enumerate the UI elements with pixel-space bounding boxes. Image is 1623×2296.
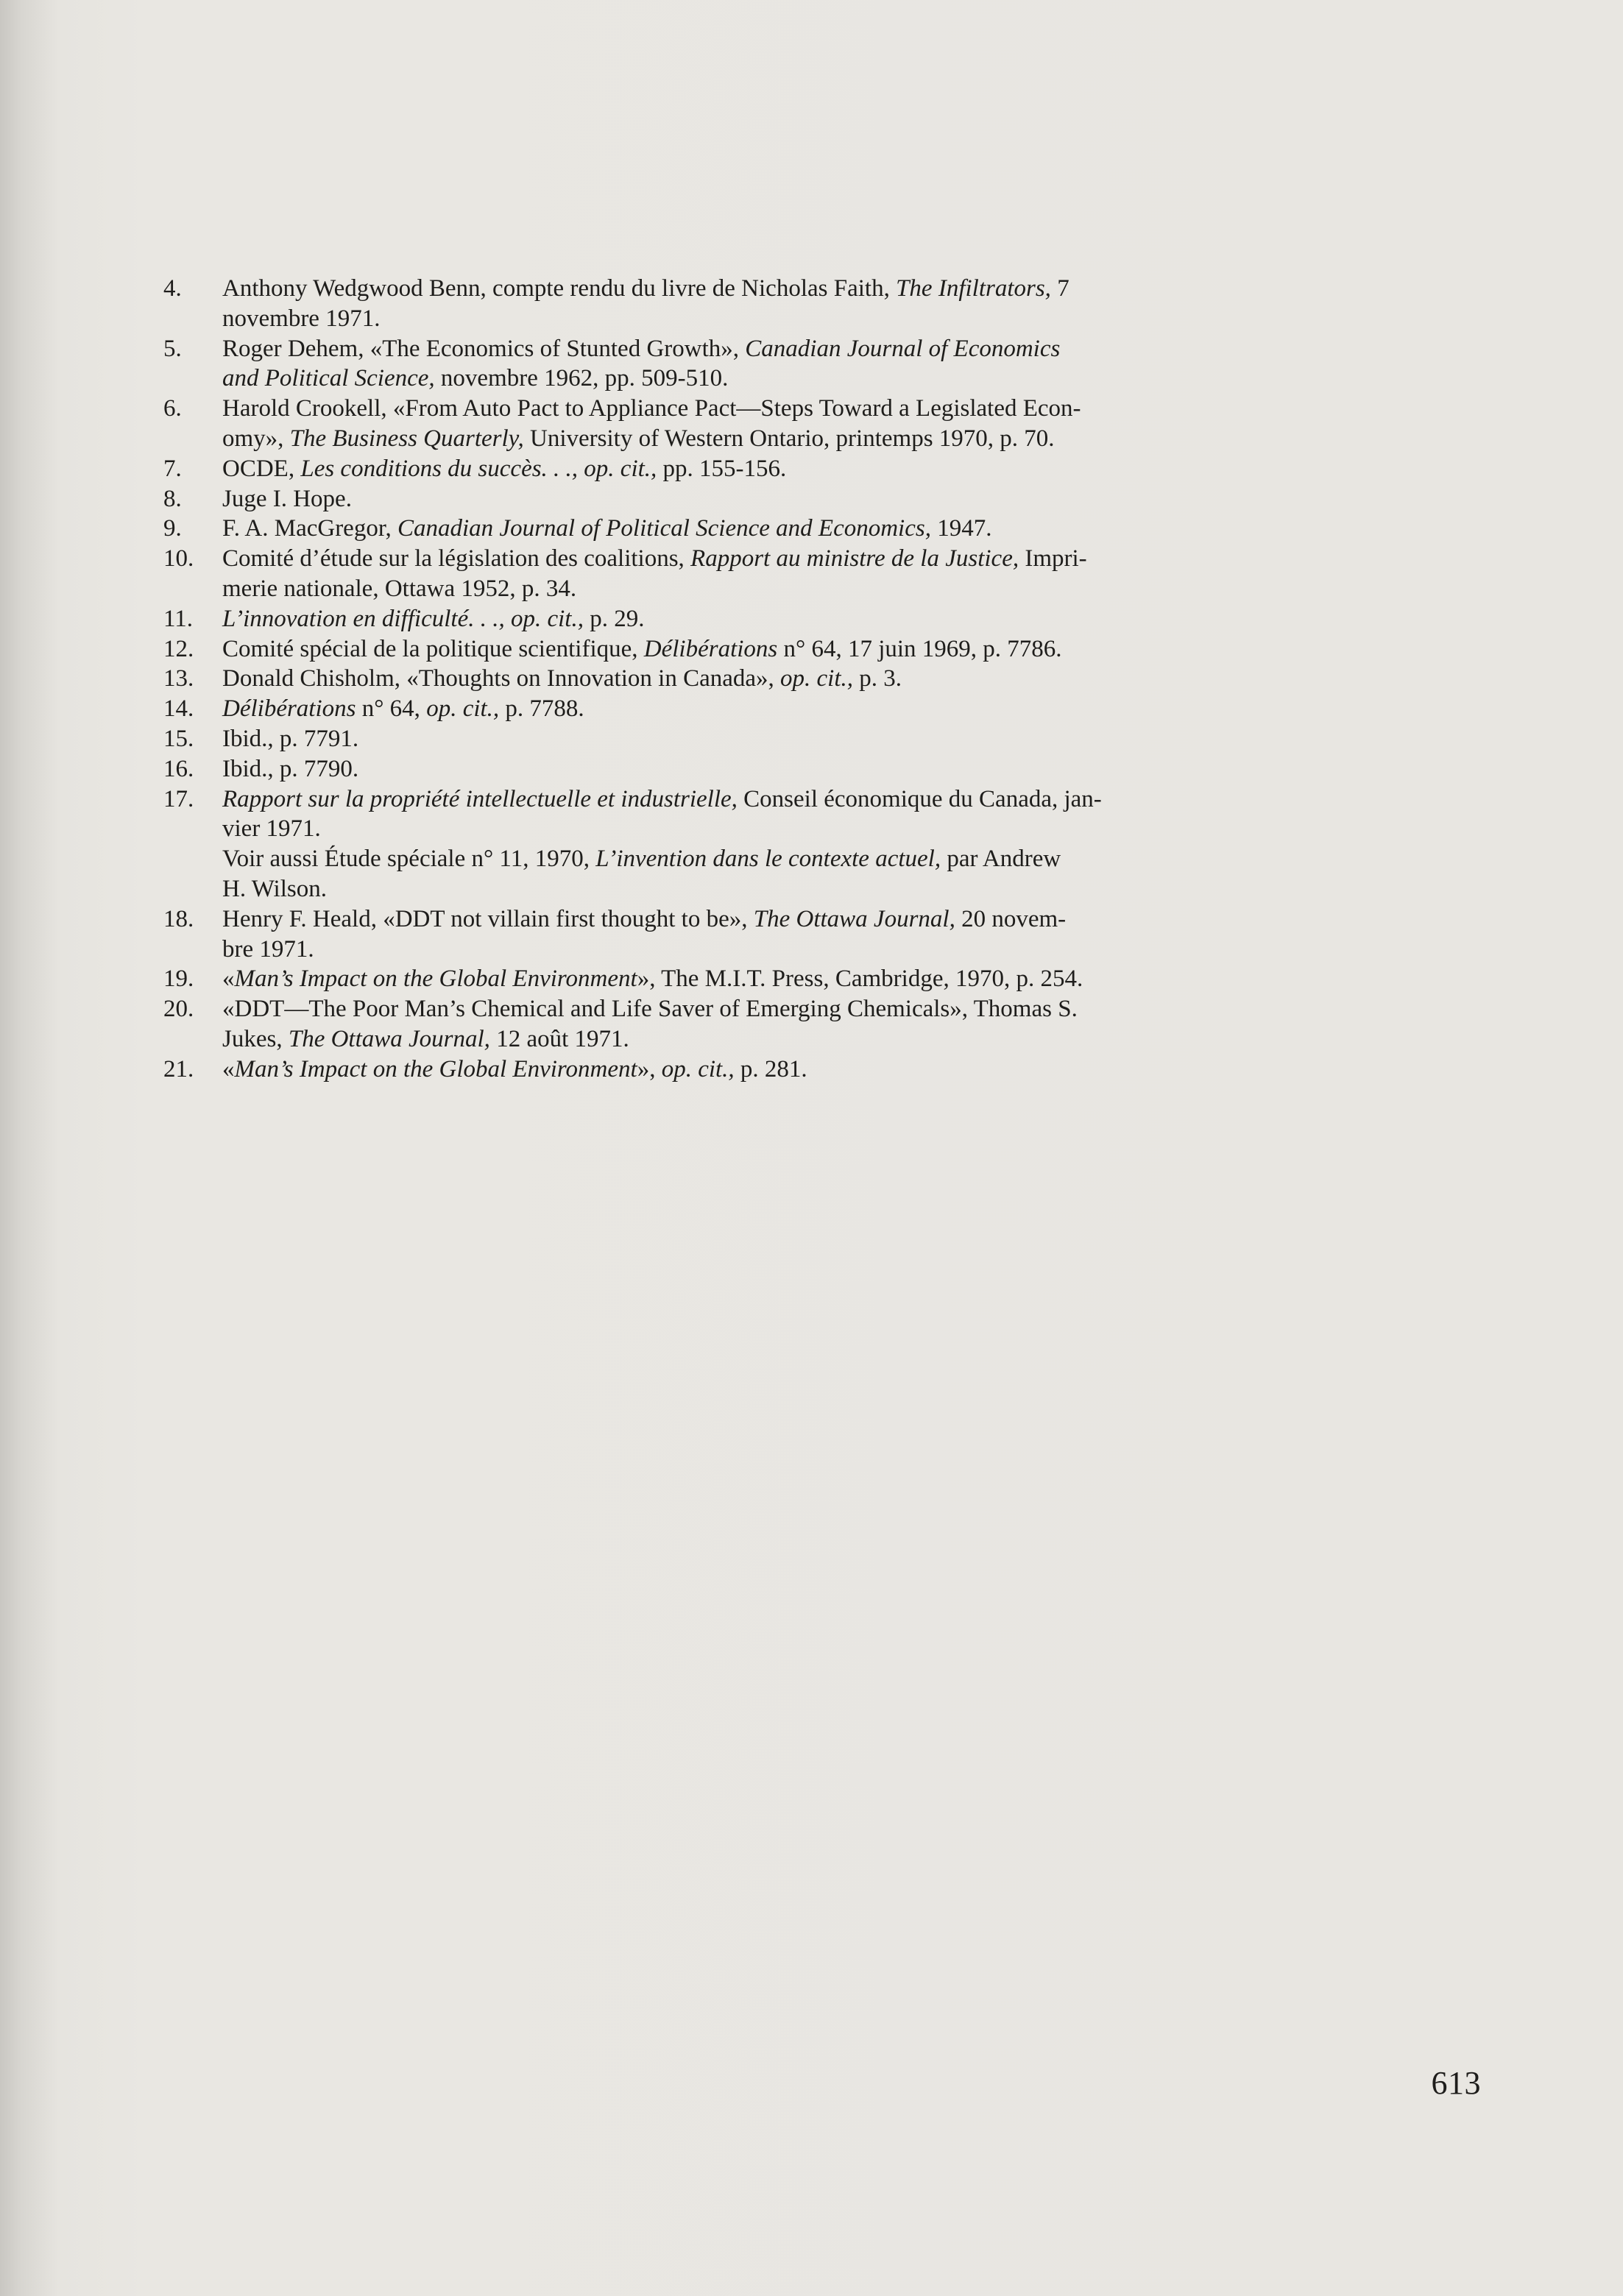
footnote-line: Jukes, The Ottawa Journal, 12 août 1971. (222, 1025, 629, 1052)
footnote-item (163, 394, 1320, 454)
footnote-line: Comité spécial de la politique scientifique, Délibérations n° 64, 17 juin 1969, p. 7786. (222, 635, 1062, 662)
footnote-line: Ibid., p. 7790. (222, 755, 359, 782)
footnote-text (222, 904, 1320, 965)
footnote-line: «Man’s Impact on the Global Environment», The M.I.T. Press, Cambridge, 1970, p. 254. (222, 965, 1083, 993)
footnote-line: Henry F. Heald, «DDT not villain first thought to be», The Ottawa Journal, 20 novem- (222, 905, 1067, 932)
footnote-item (163, 1055, 1320, 1085)
footnote-line: L’innovation en difficulté. . ., op. cit., p. 29. (222, 605, 645, 632)
footnote-line: Délibérations n° 64, op. cit., p. 7788. (222, 695, 584, 723)
footnote-number: 10. (163, 545, 194, 573)
footnote-text (222, 1055, 1320, 1085)
footnote-line: «DDT—The Poor Man’s Chemical and Life Saver of Emerging Chemicals», Thomas S. (222, 996, 1078, 1023)
footnote-line: «Man’s Impact on the Global Environment», op. cit., p. 281. (222, 1055, 807, 1083)
footnote-number: 20. (163, 996, 194, 1023)
footnote-text (222, 694, 1320, 724)
footnote-item (163, 274, 1320, 334)
footnote-line: Anthony Wedgwood Benn, compte rendu du livre de Nicholas Faith, The Infiltrators, 7 (222, 275, 1069, 302)
footnote-item (163, 904, 1320, 965)
footnote-number: 16. (163, 755, 194, 782)
footnote-item (163, 514, 1320, 544)
footnote-item (163, 784, 1320, 904)
footnote-text (222, 964, 1320, 994)
footnote-text (222, 634, 1320, 665)
footnote-text (222, 664, 1320, 694)
footnote-item (163, 964, 1320, 994)
footnote-line: merie nationale, Ottawa 1952, p. 34. (222, 575, 577, 602)
footnote-number: 7. (163, 455, 182, 482)
footnote-line: Comité d’étude sur la législation des coalitions, Rapport au ministre de la Justice, Impri- (222, 545, 1087, 573)
footnote-line: Harold Crookell, «From Auto Pact to Appliance Pact—Steps Toward a Legislated Econ- (222, 395, 1081, 422)
footnote-line: Donald Chisholm, «Thoughts on Innovation in Canada», op. cit., p. 3. (222, 665, 902, 692)
footnote-item (163, 694, 1320, 724)
footnote-text (222, 394, 1320, 454)
footnote-number: 9. (163, 515, 182, 542)
footnote-number: 12. (163, 635, 194, 662)
footnote-item (163, 484, 1320, 514)
footnote-item (163, 604, 1320, 634)
footnote-text (222, 454, 1320, 484)
footnote-number: 18. (163, 905, 194, 932)
footnote-number: 17. (163, 785, 194, 812)
footnote-number: 11. (163, 605, 194, 632)
footnote-item (163, 334, 1320, 394)
footnote-text (222, 724, 1320, 754)
footnote-number: 13. (163, 665, 194, 692)
footnote-text (222, 604, 1320, 634)
footnote-text (222, 994, 1320, 1055)
footnote-text (222, 274, 1320, 334)
footnote-item (163, 664, 1320, 694)
footnote-number: 19. (163, 965, 194, 993)
footnote-item (163, 994, 1320, 1055)
footnote-item (163, 544, 1320, 604)
page-number: 613 (1431, 2065, 1481, 2101)
footnote-line: Rapport sur la propriété intellectuelle et industrielle, Conseil économique du Canada, jan- (222, 785, 1102, 812)
footnote-line: Roger Dehem, «The Economics of Stunted Growth», Canadian Journal of Economics (222, 335, 1061, 362)
footnote-item (163, 754, 1320, 784)
footnote-line: OCDE, Les conditions du succès. . ., op. cit., pp. 155-156. (222, 455, 787, 482)
footnote-number: 21. (163, 1055, 194, 1083)
footnotes-list (163, 274, 1320, 1085)
footnote-line: and Political Science, novembre 1962, pp. 509-510. (222, 365, 729, 392)
footnote-line: bre 1971. (222, 935, 314, 963)
footnote-number: 8. (163, 485, 182, 512)
footnote-line: omy», The Business Quarterly, University of Western Ontario, printemps 1970, p. 70. (222, 425, 1055, 452)
footnote-number: 6. (163, 395, 182, 422)
footnote-text (222, 754, 1320, 784)
footnote-text (222, 514, 1320, 544)
footnote-item (163, 634, 1320, 665)
footnote-text (222, 334, 1320, 394)
footnote-line: vier 1971. (222, 815, 321, 843)
footnote-line: Voir aussi Étude spéciale n° 11, 1970, L’invention dans le contexte actuel, par Andrew (222, 846, 1061, 873)
footnote-number: 14. (163, 695, 194, 723)
footnote-item (163, 724, 1320, 754)
footnote-number: 15. (163, 725, 194, 752)
footnote-line: Juge I. Hope. (222, 485, 352, 512)
footnote-line: H. Wilson. (222, 875, 327, 902)
footnote-text (222, 484, 1320, 514)
footnote-number: 5. (163, 335, 182, 362)
footnote-line: novembre 1971. (222, 305, 381, 332)
footnote-number: 4. (163, 275, 182, 302)
footnote-line: Ibid., p. 7791. (222, 725, 359, 752)
footnote-item (163, 454, 1320, 484)
footnote-text (222, 784, 1320, 904)
footnote-line: F. A. MacGregor, Canadian Journal of Political Science and Economics, 1947. (222, 515, 992, 542)
footnote-text (222, 544, 1320, 604)
